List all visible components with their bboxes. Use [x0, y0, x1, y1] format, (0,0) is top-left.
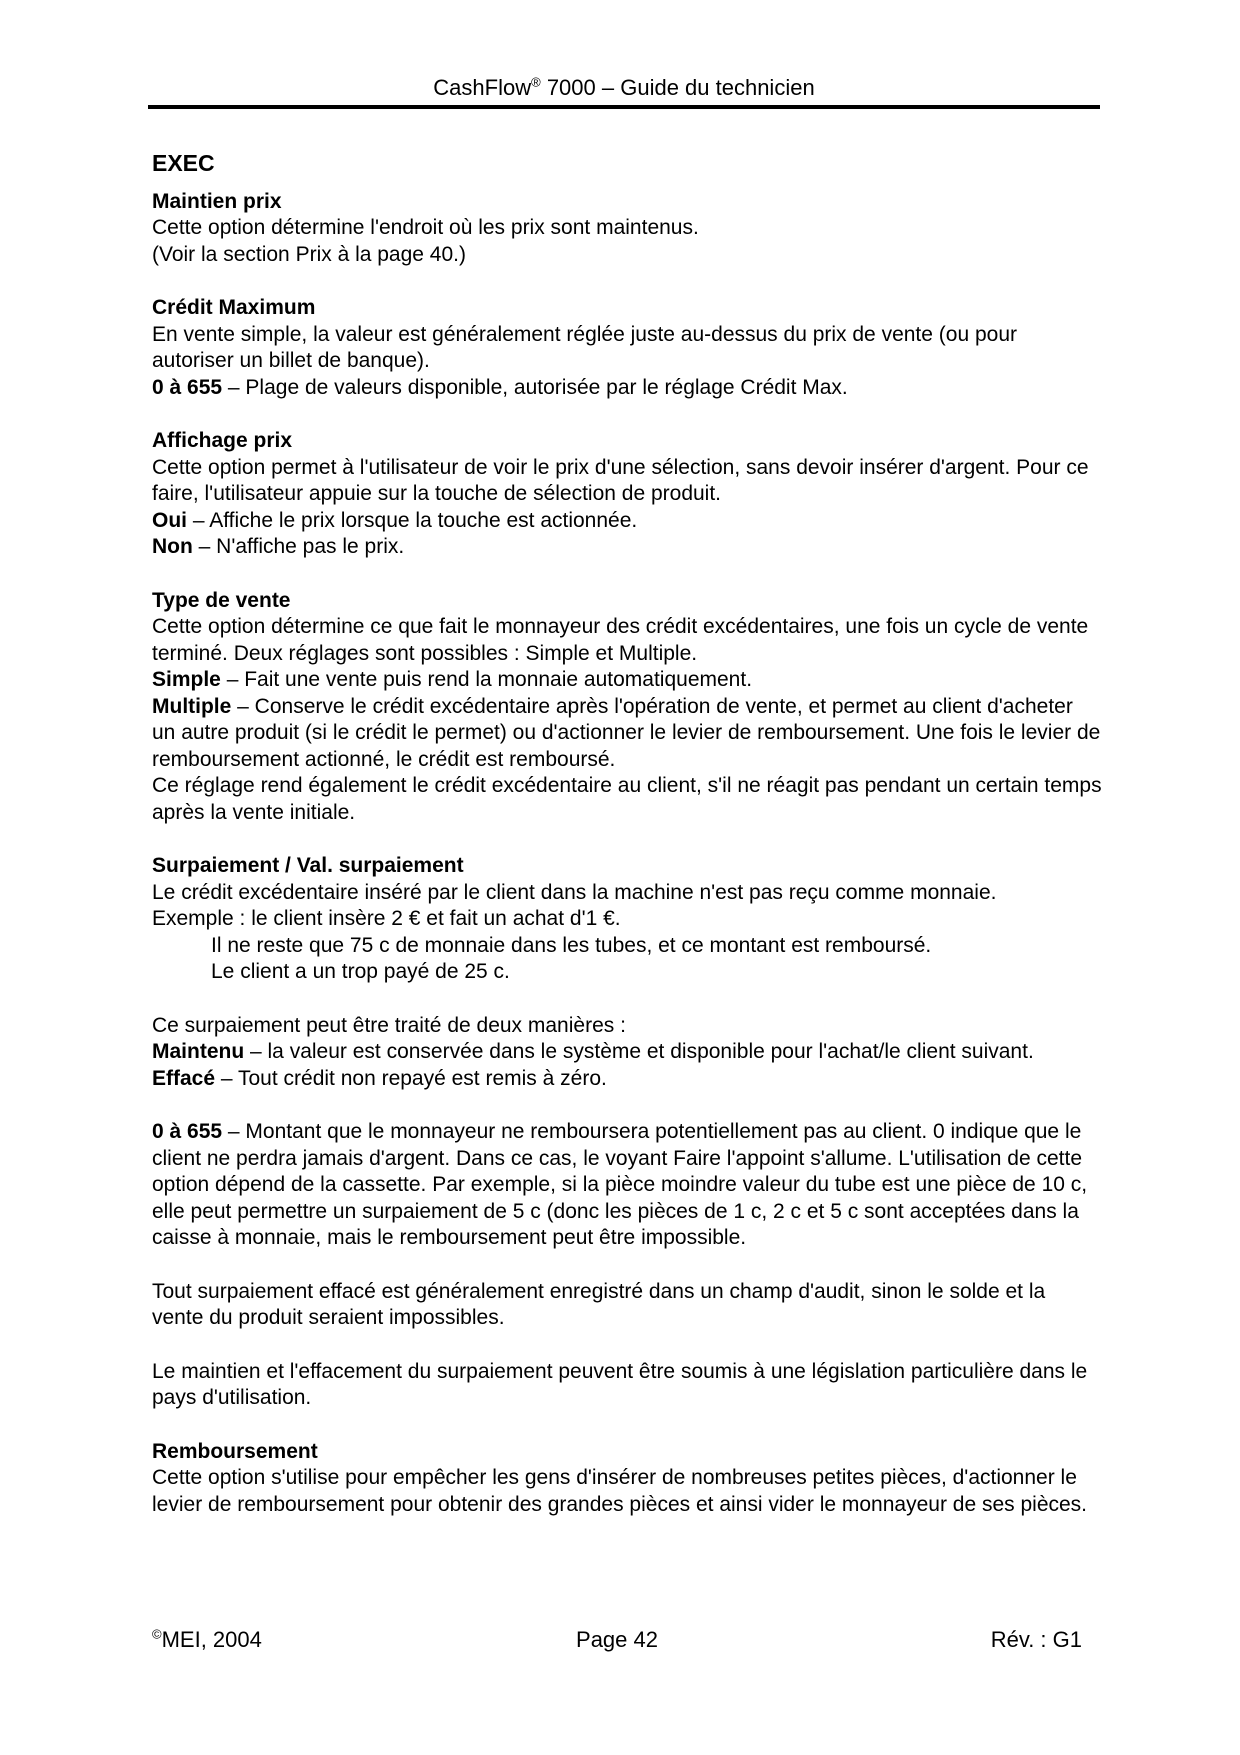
type-vente-simple-label: Simple: [152, 668, 221, 691]
affichage-prix-text: Cette option permet à l'utilisateur de voir le prix d'une sélection, sans devoir insérer d'argent. Pour ce faire, l'utilisateur appuie sur la touche de sélection de produit.: [152, 455, 1089, 505]
affichage-oui-label: Oui: [152, 508, 187, 532]
surpaiement-efface-text: – Tout crédit non repayé est remis à zéro.: [215, 1066, 607, 1090]
surpaiement-modes: [152, 1013, 1102, 1093]
surpaiement-maintenu: [152, 1039, 1102, 1066]
affichage-non-text: – N'affiche pas le prix.: [192, 535, 405, 558]
credit-maximum-section: [152, 295, 1102, 401]
maintien-prix-section: [152, 189, 1102, 269]
remboursement-text: Cette option s'utilise pour empêcher les gens d'insérer de nombreuses petites pièces, d'actionner le levier de remboursement pour obtenir des grandes pièces et ainsi vider le monnayeur de ses pièces.: [152, 1466, 1088, 1516]
surpaiement-example: Exemple : le client insère 2 € et fait un achat d'1 €.: [152, 907, 621, 930]
affichage-oui: [152, 508, 1102, 535]
surpaiement-audit: Tout surpaiement effacé est généralement enregistré dans un champ d'audit, sinon le solde et la vente du produit seraient impossibles.: [152, 1279, 1046, 1329]
surpaiement-audit-block: [152, 1279, 1102, 1332]
surpaiement-ways: Ce surpaiement peut être traité de deux manières :: [152, 1013, 626, 1037]
maintien-prix-line2: (Voir la section Prix à la page 40.): [152, 242, 466, 266]
surpaiement-range-block: [152, 1119, 1102, 1252]
type-vente-multiple-text: – Conserve le crédit excédentaire après l'opération de vente, et permet au client d'acheter un autre produit (si le crédit le permet) ou d'actionner le levier de remboursement. Une fois le levier de remboursement actionné, le crédit est remboursé.: [152, 694, 1101, 771]
type-vente-simple: [152, 667, 1102, 694]
page-content: [152, 150, 1102, 1518]
header-brand: CashFlow: [433, 75, 532, 100]
credit-maximum-range-label: 0 à 655: [152, 375, 223, 399]
surpaiement-heading: Surpaiement / Val. surpaiement: [152, 854, 464, 877]
credit-maximum-heading: Crédit Maximum: [152, 296, 316, 319]
type-vente-multiple-label: Multiple: [152, 694, 232, 718]
type-vente-text: Cette option détermine ce que fait le monnayeur des crédit excédentaires, une fois un cycle de vente terminé. Deux réglages sont possibles : Simple et Multiple.: [152, 615, 1089, 665]
surpaiement-range-text: – Montant que le monnayeur ne remboursera potentiellement pas au client. 0 indique que le client ne perdra jamais d'argent. Dans ce cas, le voyant Faire l'appoint s'allume. L'utilisation de cette option dépend de la cassette. Par exemple, si la pièce moindre valeur du tube est une pièce de 10 c, elle peut permettre un surpaiement de 5 c (donc les pièces de 1 c, 2 c et 5 c sont acceptées dans la caisse à monnaie, mais le remboursement peut être impossible.: [152, 1120, 1088, 1249]
affichage-prix-section: [152, 428, 1102, 561]
page-header: [148, 75, 1100, 101]
maintien-prix-heading: Maintien prix: [152, 189, 282, 213]
surpaiement-legislation: Le maintien et l'effacement du surpaiement peuvent être soumis à une législation particulière dans le pays d'utilisation.: [152, 1359, 1088, 1409]
header-title: 7000 – Guide du technicien: [540, 75, 815, 100]
affichage-non: [152, 534, 1102, 561]
header-divider: [148, 105, 1100, 109]
surpaiement-range-label: 0 à 655: [152, 1120, 223, 1143]
copyright-mark: ©: [152, 1626, 162, 1642]
footer-page-number: Page 42: [576, 1627, 658, 1652]
surpaiement-example-line2: Le client a un trop payé de 25 c.: [211, 960, 510, 983]
surpaiement-efface: [152, 1066, 1102, 1093]
surpaiement-example-line1: Il ne reste que 75 c de monnaie dans les tubes, et ce montant est remboursé.: [211, 933, 932, 957]
section-title: EXEC: [152, 150, 215, 176]
surpaiement-maintenu-label: Maintenu: [152, 1040, 245, 1063]
surpaiement-section: [152, 853, 1102, 986]
credit-maximum-range-text: – Plage de valeurs disponible, autorisée par le réglage Crédit Max.: [222, 375, 848, 399]
type-vente-extra: Ce réglage rend également le crédit excédentaire au client, s'il ne réagit pas pendant un certain temps après la vente initiale.: [152, 774, 1102, 824]
credit-maximum-text: En vente simple, la valeur est généralement réglée juste au-dessus du prix de vente (ou pour autoriser un billet de banque).: [152, 322, 1017, 372]
remboursement-heading: Remboursement: [152, 1439, 318, 1463]
type-vente-multiple: [152, 694, 1102, 774]
type-vente-simple-text: – Fait une vente puis rend la monnaie automatiquement.: [220, 668, 753, 691]
surpaiement-legislation-block: [152, 1359, 1102, 1412]
affichage-prix-heading: Affichage prix: [152, 429, 293, 452]
surpaiement-maintenu-text: – la valeur est conservée dans le système et disponible pour l'achat/le client suivant.: [244, 1040, 1034, 1063]
registered-mark: ®: [531, 74, 541, 90]
maintien-prix-line1: Cette option détermine l'endroit où les prix sont maintenus.: [152, 216, 699, 239]
affichage-oui-text: – Affiche le prix lorsque la touche est actionnée.: [187, 508, 638, 532]
footer-revision: Rév. : G1: [990, 1627, 1082, 1652]
credit-maximum-range: [152, 375, 1102, 402]
remboursement-section: [152, 1439, 1102, 1519]
footer-company: MEI, 2004: [161, 1627, 262, 1652]
type-vente-heading: Type de vente: [152, 588, 291, 612]
type-vente-section: [152, 588, 1102, 827]
affichage-non-label: Non: [152, 535, 193, 558]
surpaiement-range: [152, 1119, 1102, 1252]
surpaiement-text: Le crédit excédentaire inséré par le client dans la machine n'est pas reçu comme monnaie.: [152, 880, 997, 904]
surpaiement-efface-label: Effacé: [152, 1066, 216, 1090]
